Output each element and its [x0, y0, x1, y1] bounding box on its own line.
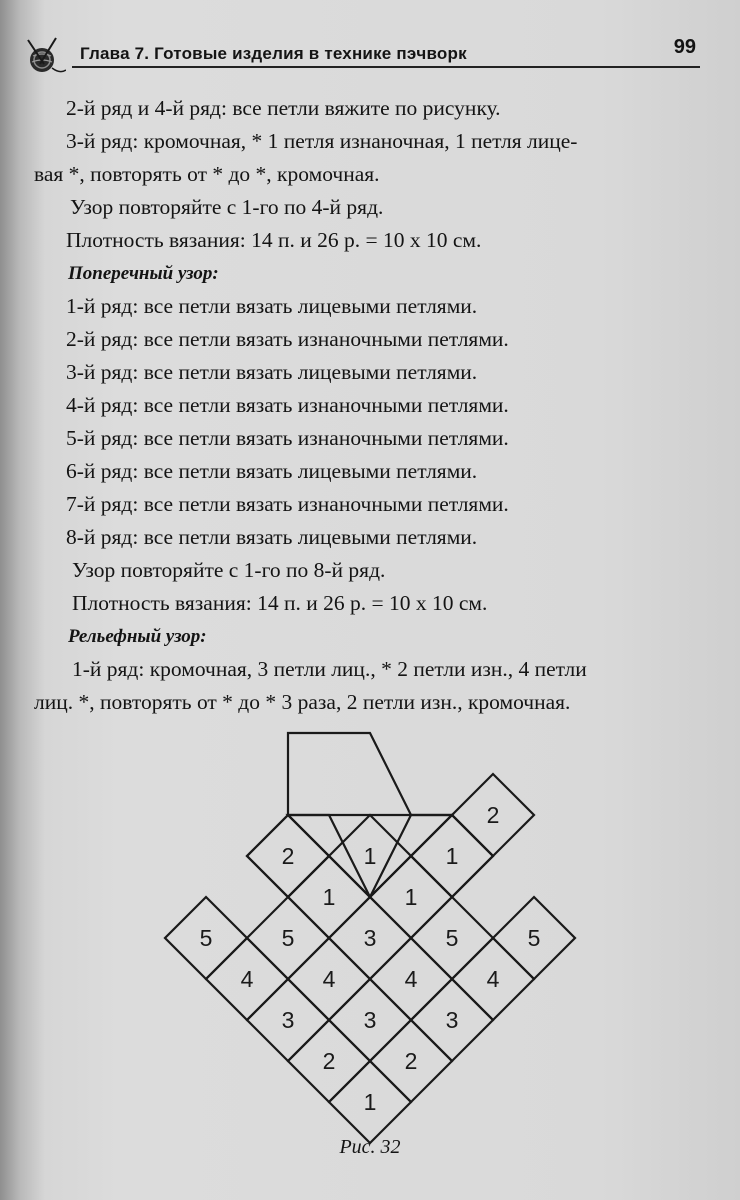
diagram-cell-label: 2 — [322, 1048, 336, 1074]
diagram-cell-label: 1 — [445, 843, 459, 869]
text-line: 3-й ряд: кромочная, * 1 петля изнаночная, 1 петля лице- — [66, 129, 578, 153]
cross-row: 7-й ряд: все петли вязать изнаночными петлями. — [66, 492, 509, 516]
diagram-cell-label: 2 — [281, 843, 295, 869]
diagram-cell-label: 3 — [281, 1007, 295, 1033]
patchwork-diagram-svg — [0, 700, 740, 1160]
text-line: 1-й ряд: кромочная, 3 петли лиц., * 2 петли изн., 4 петли — [72, 657, 587, 681]
diagram-cell-label: 4 — [322, 966, 336, 992]
diagram-cell-label: 4 — [240, 966, 254, 992]
cross-row: 3-й ряд: все петли вязать лицевыми петлями. — [66, 360, 478, 384]
diagram-cell-label: 3 — [363, 925, 377, 951]
diagram-cell-label: 1 — [363, 1089, 377, 1115]
text-line: Плотность вязания: 14 п. и 26 р. = 10 х 10 см. — [72, 591, 488, 615]
page-number: 99 — [673, 36, 696, 58]
diagram-cell-label: 5 — [527, 925, 541, 951]
page-header — [0, 0, 740, 80]
chapter-title: Глава 7. Готовые изделия в технике пэчворк — [80, 44, 467, 63]
cross-row: 6-й ряд: все петли вязать лицевыми петлями. — [66, 459, 478, 483]
cross-row: 8-й ряд: все петли вязать лицевыми петлями. — [66, 525, 478, 549]
diagram-cell-label: 5 — [199, 925, 213, 951]
diagram-cell-label: 5 — [445, 925, 459, 951]
diagram-cell-label: 2 — [486, 802, 500, 828]
text-line: Узор повторяйте с 1-го по 4-й ряд. — [70, 195, 384, 219]
diagram-cell-label: 4 — [404, 966, 418, 992]
diagram-cell-label: 5 — [281, 925, 295, 951]
diagram-cell-label: 3 — [363, 1007, 377, 1033]
diagram-top-square — [288, 733, 452, 815]
section-heading-relief: Рельефный узор: — [68, 626, 207, 647]
text-line: 2-й ряд и 4-й ряд: все петли вяжите по рисунку. — [66, 96, 501, 120]
text-line: Плотность вязания: 14 п. и 26 р. = 10 х 10 см. — [66, 228, 482, 252]
text-line: лиц. *, повторять от * до * 3 раза, 2 петли изн., кромочная. — [34, 690, 571, 714]
text-line: Узор повторяйте с 1-го по 8-й ряд. — [72, 558, 386, 582]
header-divider — [72, 66, 700, 68]
text-line: вая *, повторять от * до *, кромочная. — [34, 162, 380, 186]
cross-row: 2-й ряд: все петли вязать изнаночными петлями. — [66, 327, 509, 351]
diagram-cell-label: 1 — [363, 843, 377, 869]
cross-row: 5-й ряд: все петли вязать изнаночными петлями. — [66, 426, 509, 450]
patchwork-diagram — [0, 700, 740, 1160]
diagram-cell-label: 1 — [322, 884, 336, 910]
yarn-ball-icon — [22, 34, 66, 78]
diagram-cell-label: 3 — [445, 1007, 459, 1033]
body-text — [34, 92, 716, 719]
diagram-cell-label: 4 — [486, 966, 500, 992]
diagram-cell-label: 2 — [404, 1048, 418, 1074]
cross-row: 4-й ряд: все петли вязать изнаночными петлями. — [66, 393, 509, 417]
cross-row: 1-й ряд: все петли вязать лицевыми петлями. — [66, 294, 478, 318]
diagram-cell-label: 1 — [404, 884, 418, 910]
section-heading-cross: Поперечный узор: — [68, 263, 219, 284]
figure-caption: Рис. 32 — [339, 1136, 401, 1158]
